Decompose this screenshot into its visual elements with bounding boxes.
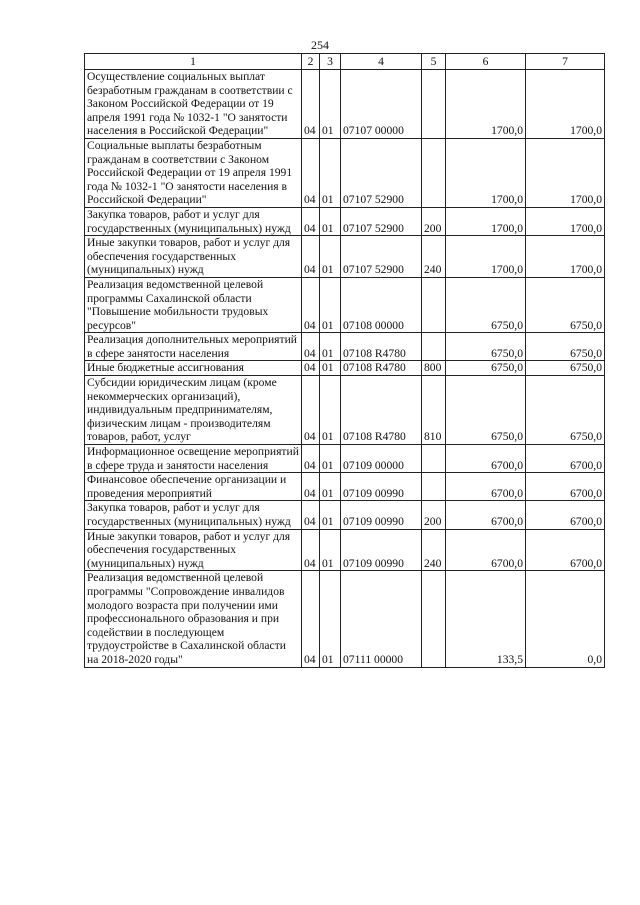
subsection-code-cell: 01 [320, 501, 341, 529]
target-article-cell: 07108 R4780 [341, 361, 422, 376]
subsection-code-cell: 01 [320, 376, 341, 445]
expense-type-cell [422, 70, 446, 139]
row-name-cell: Финансовое обеспечение организации и проведения мероприятий [85, 473, 302, 501]
subsection-code-cell: 01 [320, 361, 341, 376]
expense-type-cell: 240 [422, 236, 446, 278]
subsection-code-cell: 01 [320, 445, 341, 473]
row-name-cell: Реализация ведомственной целевой программы Сахалинской области "Повышение мобильности трудовых ресурсов" [85, 277, 302, 332]
section-code-cell: 04 [302, 473, 320, 501]
column-header: 2 [302, 54, 320, 70]
row-name-cell: Закупка товаров, работ и услуг для государственных (муниципальных) нужд [85, 207, 302, 235]
table-row [85, 445, 605, 473]
section-code-cell: 04 [302, 70, 320, 139]
table-row [85, 571, 605, 667]
amount-column-7-cell: 6700,0 [526, 501, 605, 529]
expense-type-cell: 200 [422, 501, 446, 529]
target-article-cell: 07109 00990 [341, 501, 422, 529]
subsection-code-cell: 01 [320, 138, 341, 207]
amount-column-7-cell: 6750,0 [526, 376, 605, 445]
table-row [85, 361, 605, 376]
amount-column-7-cell: 6750,0 [526, 333, 605, 361]
section-code-cell: 04 [302, 236, 320, 278]
section-code-cell: 04 [302, 277, 320, 332]
amount-column-6-cell: 6750,0 [446, 277, 526, 332]
section-code-cell: 04 [302, 571, 320, 667]
amount-column-7-cell: 0,0 [526, 571, 605, 667]
table-row [85, 376, 605, 445]
target-article-cell: 07108 R4780 [341, 376, 422, 445]
subsection-code-cell: 01 [320, 333, 341, 361]
expense-type-cell [422, 445, 446, 473]
table-row [85, 207, 605, 235]
row-name-cell: Реализация дополнительных мероприятий в сфере занятости населения [85, 333, 302, 361]
amount-column-6-cell: 1700,0 [446, 236, 526, 278]
subsection-code-cell: 01 [320, 236, 341, 278]
table-row [85, 501, 605, 529]
amount-column-6-cell: 6750,0 [446, 333, 526, 361]
target-article-cell: 07109 00000 [341, 445, 422, 473]
page-number: 254 [311, 38, 329, 52]
expense-type-cell [422, 333, 446, 361]
target-article-cell: 07108 R4780 [341, 333, 422, 361]
column-header: 5 [422, 54, 446, 70]
column-header: 7 [526, 54, 605, 70]
row-name-cell: Иные закупки товаров, работ и услуг для обеспечения государственных (муниципальных) нужд [85, 236, 302, 278]
table-row [85, 277, 605, 332]
row-name-cell: Осуществление социальных выплат безработным гражданам в соответствии с Законом Российской Федерации от 19 апреля 1991 года № 1032-1 "О занятости населения в Российской Федерации" [85, 70, 302, 139]
row-name-cell: Реализация ведомственной целевой программы "Сопровождение инвалидов молодого возраста при получении ими профессионального образования и при содействии в последующем трудоустройстве в Сахалинской области на 2018-2020 годы" [85, 571, 302, 667]
amount-column-6-cell: 6700,0 [446, 529, 526, 571]
header-row [85, 54, 605, 70]
table-row [85, 236, 605, 278]
column-header: 4 [341, 54, 422, 70]
table-row [85, 529, 605, 571]
section-code-cell: 04 [302, 376, 320, 445]
subsection-code-cell: 01 [320, 70, 341, 139]
target-article-cell: 07111 00000 [341, 571, 422, 667]
section-code-cell: 04 [302, 207, 320, 235]
row-name-cell: Информационное освещение мероприятий в сфере труда и занятости населения [85, 445, 302, 473]
target-article-cell: 07107 52900 [341, 138, 422, 207]
row-name-cell: Иные бюджетные ассигнования [85, 361, 302, 376]
amount-column-7-cell: 6750,0 [526, 361, 605, 376]
section-code-cell: 04 [302, 529, 320, 571]
table-row [85, 70, 605, 139]
expense-type-cell [422, 138, 446, 207]
expense-type-cell [422, 277, 446, 332]
amount-column-6-cell: 1700,0 [446, 70, 526, 139]
table-row [85, 473, 605, 501]
subsection-code-cell: 01 [320, 529, 341, 571]
target-article-cell: 07109 00990 [341, 529, 422, 571]
expense-type-cell: 800 [422, 361, 446, 376]
budget-table [84, 53, 605, 668]
row-name-cell: Иные закупки товаров, работ и услуг для обеспечения государственных (муниципальных) нужд [85, 529, 302, 571]
target-article-cell: 07108 00000 [341, 277, 422, 332]
expense-type-cell [422, 571, 446, 667]
target-article-cell: 07107 00000 [341, 70, 422, 139]
row-name-cell: Закупка товаров, работ и услуг для государственных (муниципальных) нужд [85, 501, 302, 529]
amount-column-7-cell: 6700,0 [526, 473, 605, 501]
expense-type-cell: 240 [422, 529, 446, 571]
column-header: 6 [446, 54, 526, 70]
expense-type-cell: 200 [422, 207, 446, 235]
amount-column-6-cell: 6750,0 [446, 361, 526, 376]
column-header: 3 [320, 54, 341, 70]
amount-column-6-cell: 6700,0 [446, 473, 526, 501]
expense-type-cell [422, 473, 446, 501]
amount-column-7-cell: 1700,0 [526, 236, 605, 278]
subsection-code-cell: 01 [320, 277, 341, 332]
subsection-code-cell: 01 [320, 473, 341, 501]
section-code-cell: 04 [302, 333, 320, 361]
amount-column-7-cell: 1700,0 [526, 138, 605, 207]
section-code-cell: 04 [302, 445, 320, 473]
amount-column-6-cell: 6750,0 [446, 376, 526, 445]
amount-column-6-cell: 1700,0 [446, 207, 526, 235]
table-row [85, 138, 605, 207]
target-article-cell: 07107 52900 [341, 236, 422, 278]
section-code-cell: 04 [302, 501, 320, 529]
amount-column-7-cell: 6700,0 [526, 529, 605, 571]
amount-column-7-cell: 1700,0 [526, 70, 605, 139]
amount-column-7-cell: 6700,0 [526, 445, 605, 473]
amount-column-6-cell: 133,5 [446, 571, 526, 667]
section-code-cell: 04 [302, 138, 320, 207]
row-name-cell: Социальные выплаты безработным гражданам в соответствии с Законом Российской Федерации от 19 апреля 1991 года № 1032-1 "О занятости населения в Российской Федерации" [85, 138, 302, 207]
target-article-cell: 07107 52900 [341, 207, 422, 235]
column-header: 1 [85, 54, 302, 70]
subsection-code-cell: 01 [320, 571, 341, 667]
expense-type-cell: 810 [422, 376, 446, 445]
amount-column-6-cell: 1700,0 [446, 138, 526, 207]
table-row [85, 333, 605, 361]
target-article-cell: 07109 00990 [341, 473, 422, 501]
amount-column-6-cell: 6700,0 [446, 501, 526, 529]
amount-column-7-cell: 1700,0 [526, 207, 605, 235]
amount-column-6-cell: 6700,0 [446, 445, 526, 473]
subsection-code-cell: 01 [320, 207, 341, 235]
amount-column-7-cell: 6750,0 [526, 277, 605, 332]
row-name-cell: Субсидии юридическим лицам (кроме некоммерческих организаций), индивидуальным предпринимателям, физическим лицам - производителям товаров, работ, услуг [85, 376, 302, 445]
section-code-cell: 04 [302, 361, 320, 376]
